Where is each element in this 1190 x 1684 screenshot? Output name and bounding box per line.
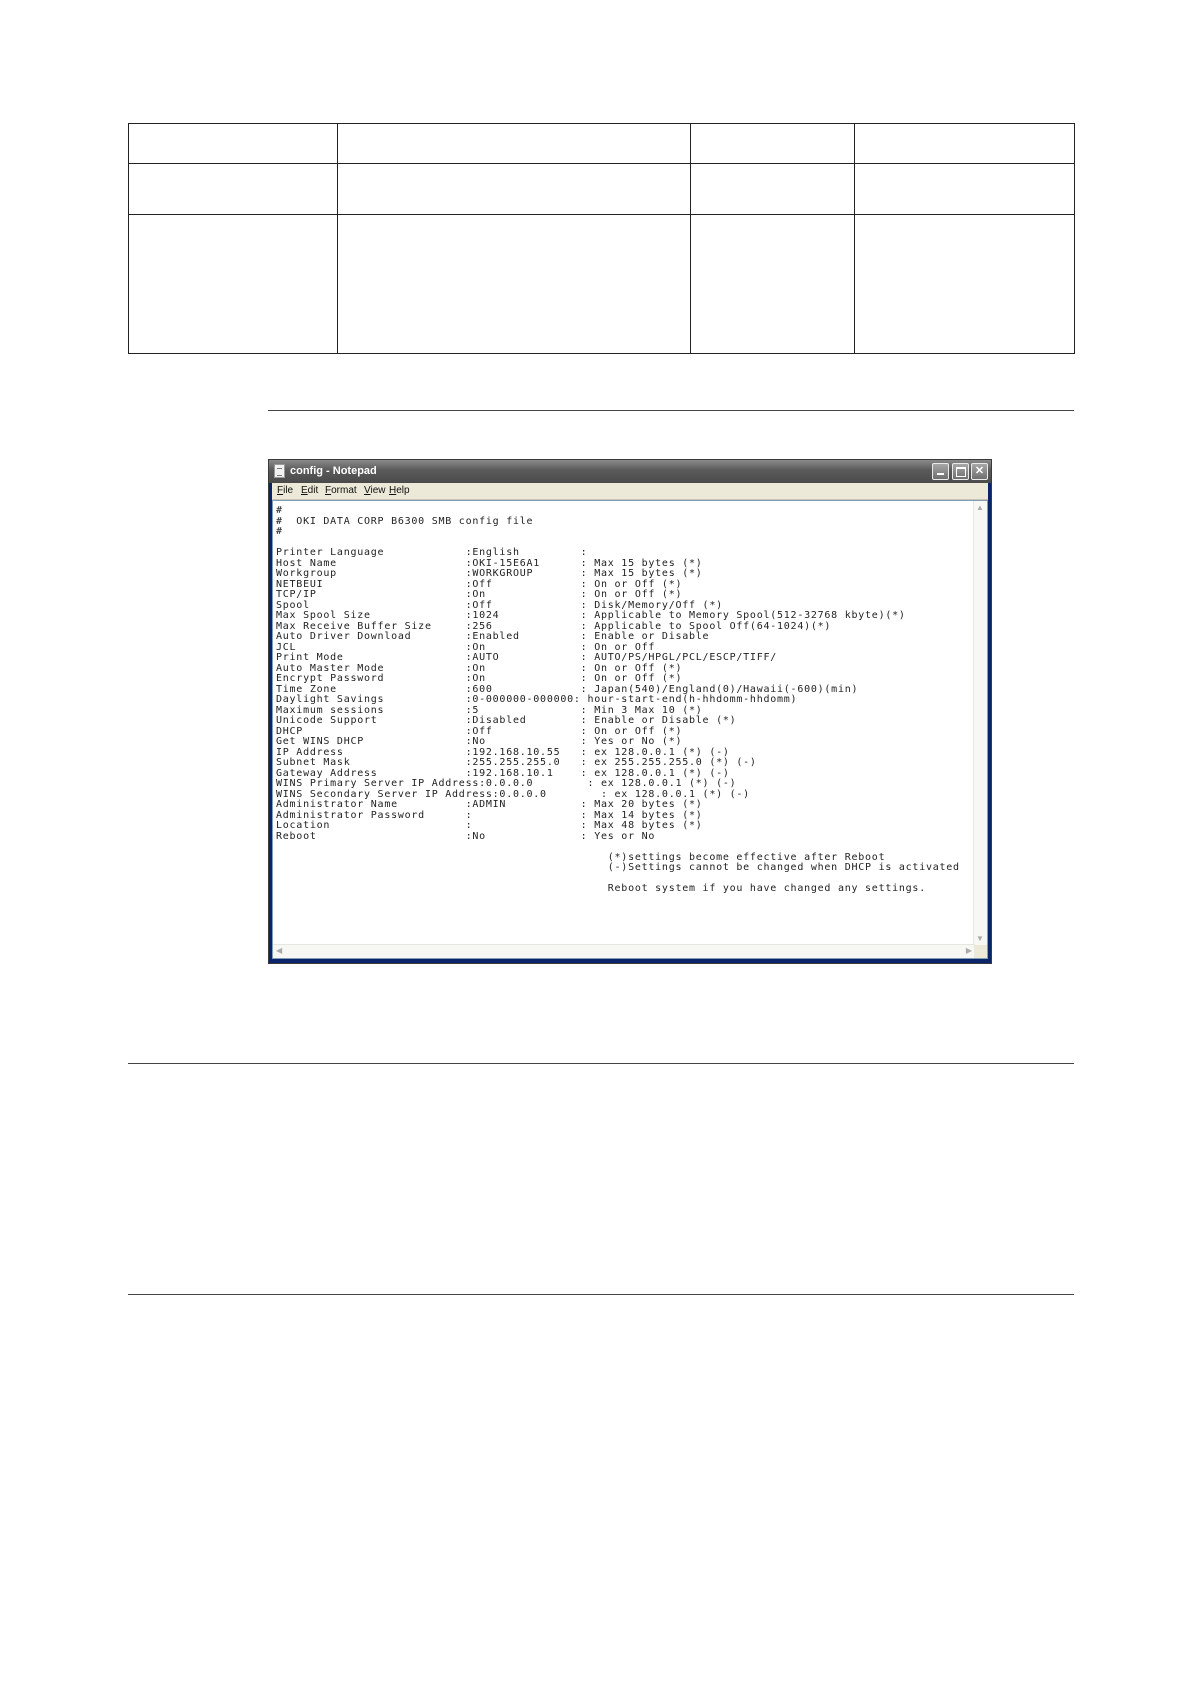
horizontal-scrollbar[interactable] — [273, 944, 975, 958]
scroll-right-arrow-icon[interactable]: ▶ — [965, 946, 972, 955]
notepad-window — [268, 459, 992, 964]
notepad-app-icon — [274, 464, 285, 478]
document-table — [128, 123, 1075, 354]
table-cell — [129, 164, 338, 215]
minimize-button[interactable] — [932, 463, 949, 480]
table-header-row — [129, 124, 1075, 164]
table-cell — [855, 215, 1075, 354]
maximize-icon — [956, 467, 966, 477]
minimize-icon — [937, 473, 944, 475]
section-divider — [128, 1294, 1074, 1295]
table-cell — [338, 164, 691, 215]
table-row — [129, 164, 1075, 215]
scroll-down-arrow-icon[interactable]: ▼ — [976, 934, 984, 943]
menu-help[interactable]: Help — [389, 485, 410, 496]
table-cell — [855, 164, 1075, 215]
resize-grip[interactable] — [974, 945, 987, 958]
table-cell — [338, 215, 691, 354]
menu-file[interactable]: File — [277, 485, 294, 496]
section-divider — [128, 1063, 1074, 1064]
table-cell — [129, 124, 338, 164]
config-file-text[interactable]: # # OKI DATA CORP B6300 SMB config file # Printer Language :English : Host Name :OKI-15E6A1 : Max 15 bytes (*) Workgroup :WORKGROUP : Max 15 bytes (*) NETBEUI :Off : On or Off (*) TCP/IP :On : On or Off (*) Spool :Off : Disk/Memory/Off (*) Max Spool Size :1024 : Applicable to Memory Spool(512-32768 kbyte)(*) Max Receive Buffer Size :256 : Applicable to Spool Off(64-1024)(*) Auto Driver Download :Enabled : Enable or Disable JCL :On : On or Off Print Mode :AUTO : AUTO/PS/HPGL/PCL/ESCP/TIFF/ Auto Master Mode :On : On or Off (*) Encrypt Password :On : On or Off (*) Time Zone :600 : Japan(540)/England(0)/Hawaii(-600)(min) Daylight Savings :0-000000-000000: hour-start-end(h-hhdomm-hhdomm) Maximum sessions :5 : Min 3 Max 10 (*) Unicode Support :Disabled : Enable or Disable (*) DHCP :Off : On or Off (*) Get WINS DHCP :No : Yes or No (*) IP Address :192.168.10.55 : ex 128.0.0.1 (*) (-) Subnet Mask :255.255.255.0 : ex 255.255.255.0 (*) (-) Gateway Address :192.168.10.1 : ex 128.0.0.1 (*) (-) WINS Primary Server IP Address:0.0.0.0 : ex 128.0.0.1 (*) (-) WINS Secondary Server IP Address:0.0.0.0 : ex 128.0.0.1 (*) (-) Administrator Name :ADMIN : Max 20 bytes (*) Administrator Password : : Max 14 bytes (*) Location : : Max 48 bytes (*) Reboot :No : Yes or No (*)settings become effective after Reboot (-)Settings cannot be changed when DHCP is activated Reboot system if you have changed any settings. — [276, 505, 960, 894]
text-editor-area[interactable] — [272, 500, 988, 959]
table-row — [129, 215, 1075, 354]
section-divider — [268, 410, 1074, 411]
menu-format[interactable]: Format — [325, 485, 357, 496]
table-cell — [691, 164, 855, 215]
maximize-button[interactable] — [952, 463, 969, 480]
vertical-scrollbar[interactable] — [973, 501, 987, 945]
notepad-titlebar[interactable] — [269, 460, 991, 483]
window-title: config - Notepad — [290, 465, 377, 477]
table-cell — [855, 124, 1075, 164]
close-icon: ✕ — [974, 465, 985, 477]
table-cell — [338, 124, 691, 164]
table-cell — [691, 124, 855, 164]
table-cell — [691, 215, 855, 354]
close-button[interactable] — [971, 463, 988, 480]
menu-bar — [272, 483, 988, 500]
scroll-left-arrow-icon[interactable]: ◀ — [276, 946, 283, 955]
menu-view[interactable]: View — [364, 485, 386, 496]
menu-edit[interactable]: Edit — [301, 485, 319, 496]
scroll-up-arrow-icon[interactable]: ▲ — [976, 503, 984, 512]
table-cell — [129, 215, 338, 354]
